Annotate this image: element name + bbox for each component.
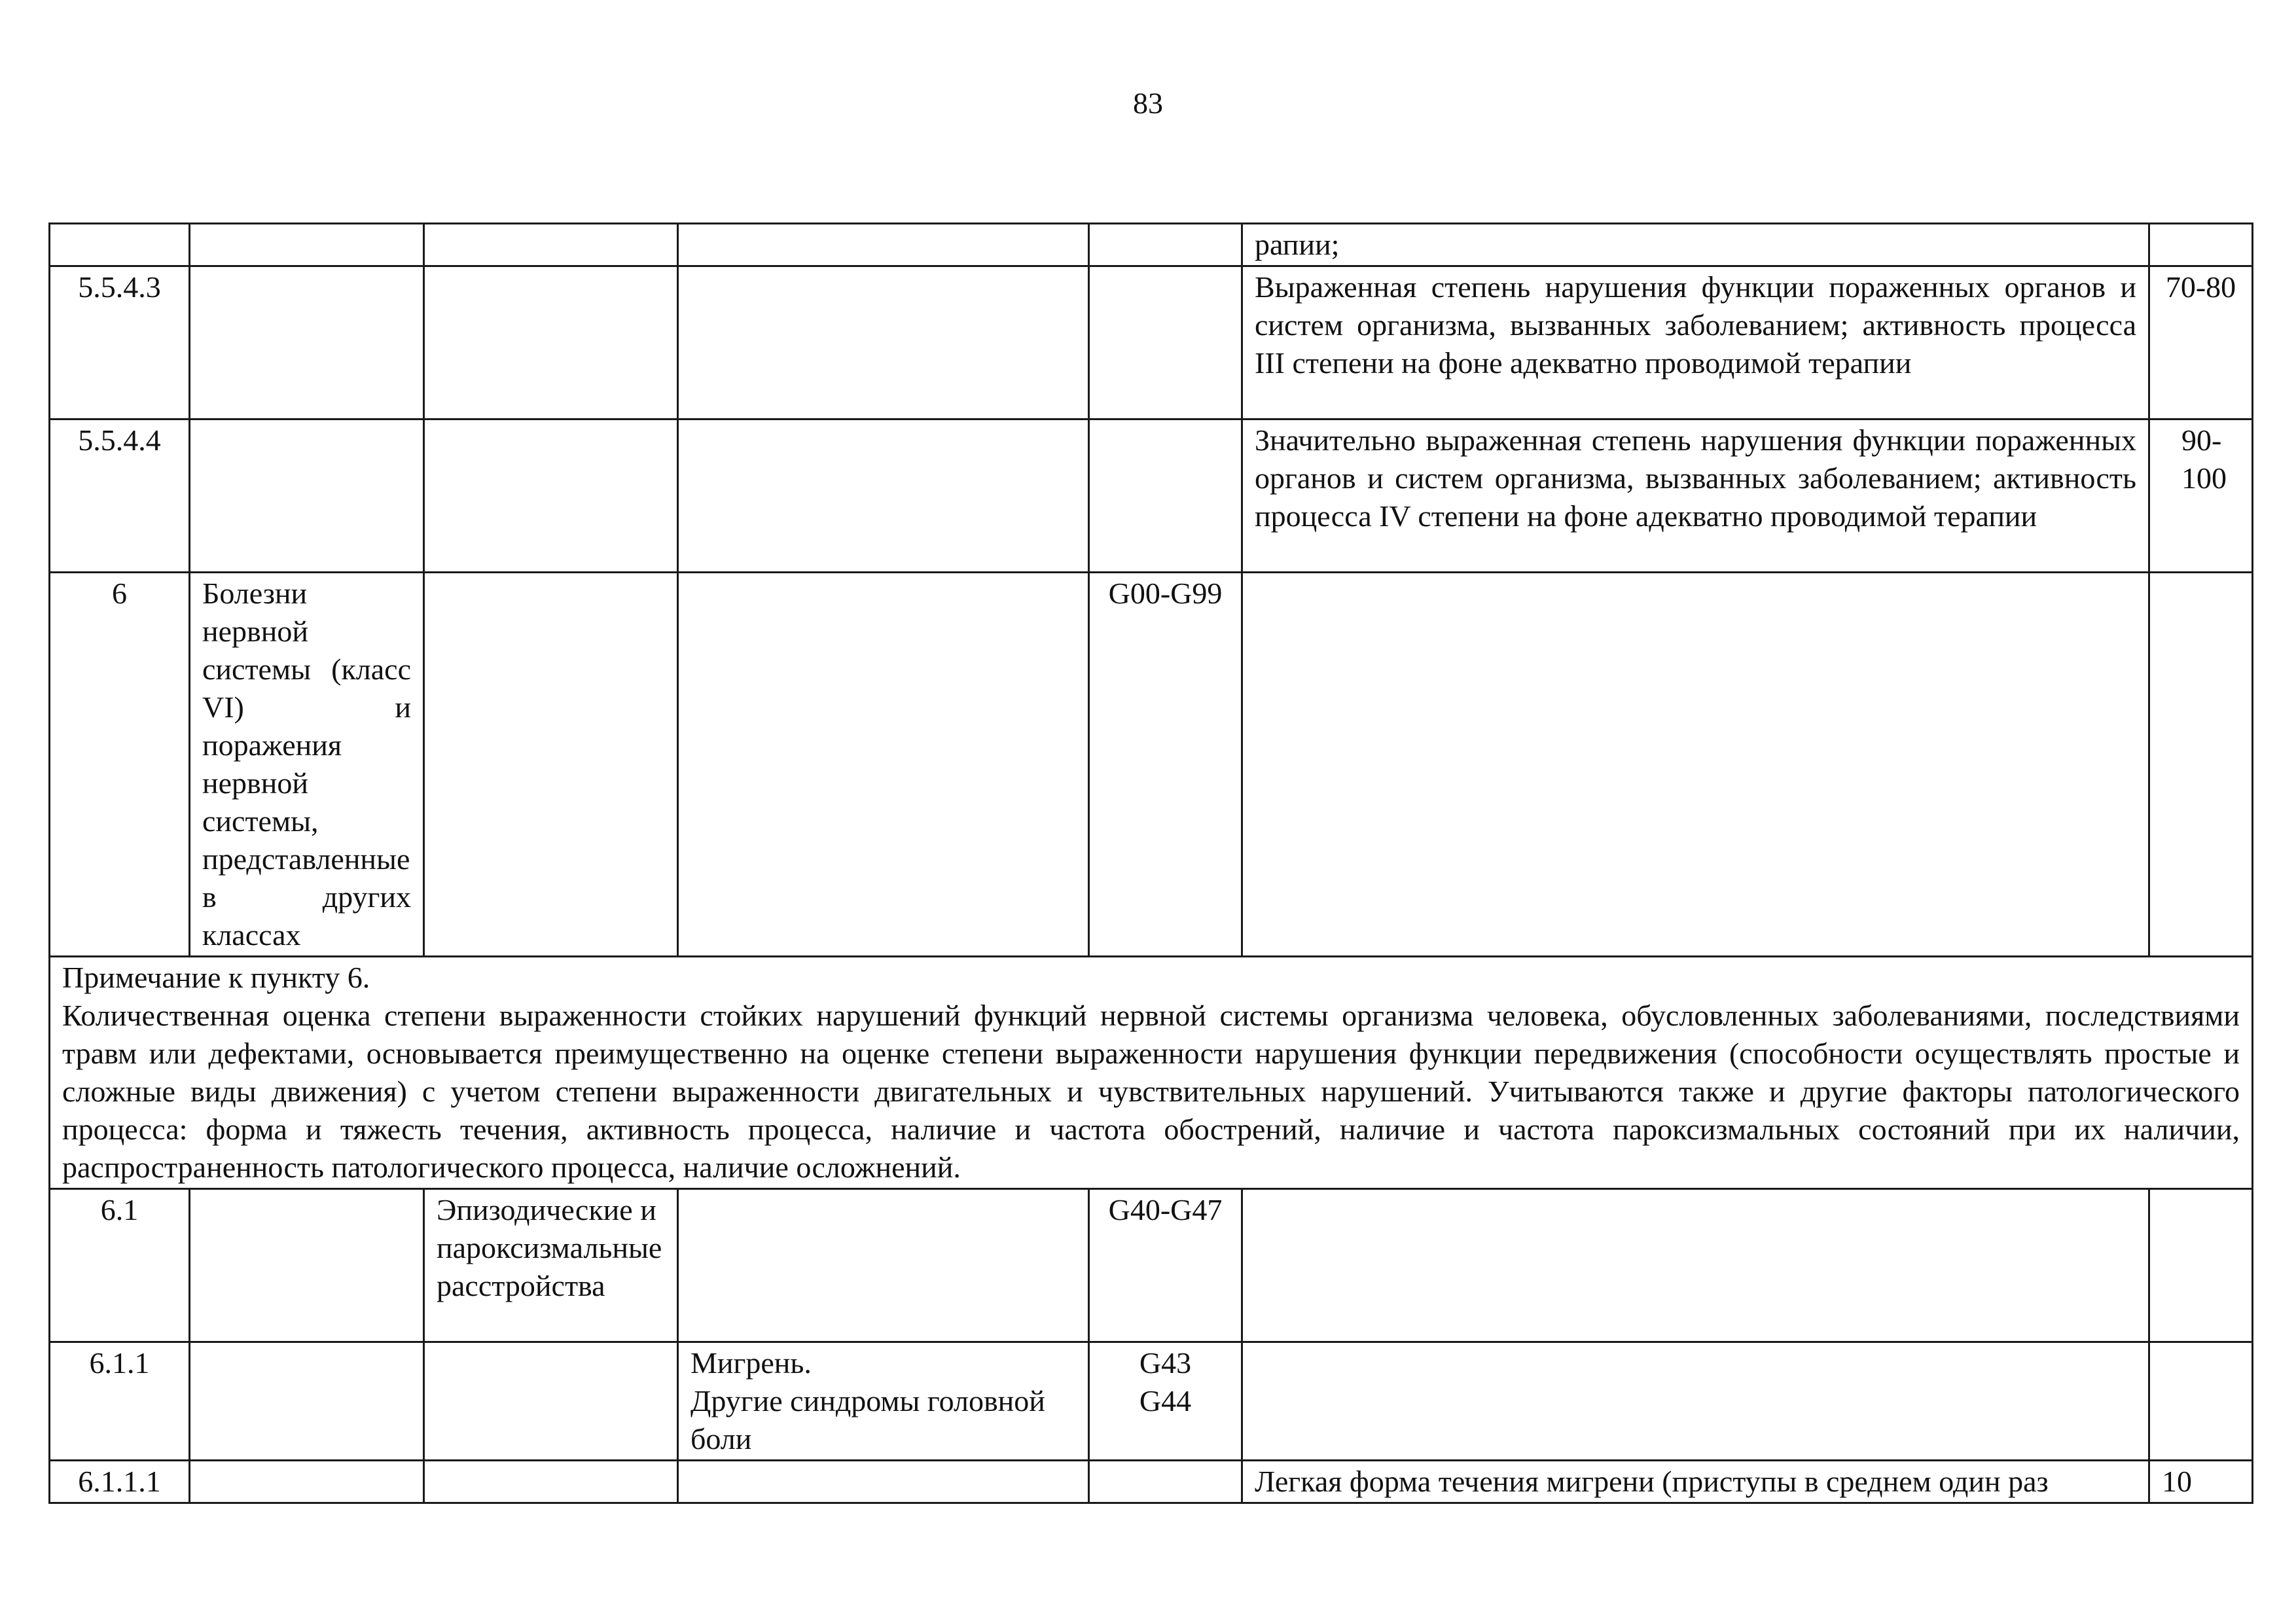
cell-class-name: [190, 1461, 424, 1503]
note-text: Количественная оценка степени выраженности стойких нарушений функций нервной системы организма человека, обусловленных заболеваниями, последствиями травм или дефектами, основывается преимущественно на оценке степени выраженности нарушения функции передвижения (способности осуществлять простые и сложные виды движения) с учетом степени выраженности двигательных и чувствительных нарушений. Учитываются также и другие факторы патологического процесса: форма и тяжесть течения, активность процесса, наличие и частота обострений, наличие и частота пароксизмальных состояний при их наличии, распространенность патологического процесса, наличие осложнений.: [62, 999, 2240, 1184]
table-row-6-1-1-1: [50, 1461, 2253, 1503]
table-row-6-1-1: [50, 1342, 2253, 1461]
cell-nosology: [678, 573, 1089, 957]
cell-description: [1242, 573, 2149, 957]
cell-nosology: [678, 266, 1089, 419]
cell-percent: 10: [2149, 1461, 2253, 1503]
cell-icd-code: G40-G47: [1089, 1189, 1242, 1342]
cell-number: 6.1.1.1: [50, 1461, 190, 1503]
cell-percent: [2149, 1189, 2253, 1342]
table-row-note: [50, 957, 2253, 1189]
cell-number: 6.1: [50, 1189, 190, 1342]
cell-description: Значительно выраженная степень нарушения функции пораженных органов и систем организма, вызванных заболеванием; активность процесса IV степени на фоне адекватно проводимой терапии: [1242, 419, 2149, 573]
cell-number: 6.1.1: [50, 1342, 190, 1461]
page-number: 83: [1133, 86, 1163, 120]
cell-icd-code: [1089, 1461, 1242, 1503]
cell-nosology: [678, 1189, 1089, 1342]
cell-icd-code: [1089, 266, 1242, 419]
cell-number: 5.5.4.3: [50, 266, 190, 419]
nosology-line: Другие синдромы головной боли: [691, 1384, 1045, 1455]
cell-block-name: [424, 266, 678, 419]
cell-description: [1242, 1342, 2149, 1461]
cell-percent: [2149, 224, 2253, 266]
cell-percent: 70-80: [2149, 266, 2253, 419]
note-cell: [50, 957, 2253, 1189]
table-row-5-5-4-4: [50, 419, 2253, 573]
note-title: Примечание к пункту 6.: [62, 961, 370, 994]
cell-number: 6: [50, 573, 190, 957]
cell-percent: 90-100: [2149, 419, 2253, 573]
cell-description: Легкая форма течения мигрени (приступы в среднем один раз: [1242, 1461, 2149, 1503]
cell-class-name: [190, 266, 424, 419]
cell-number: 5.5.4.4: [50, 419, 190, 573]
cell-block-name: [424, 1461, 678, 1503]
icd-code-line: G44: [1139, 1384, 1192, 1418]
table-row-continuation: [50, 224, 2253, 266]
table-row-6-1: [50, 1189, 2253, 1342]
cell-class-name: [190, 224, 424, 266]
cell-nosology: [678, 419, 1089, 573]
cell-block-name: [424, 1342, 678, 1461]
cell-nosology: [678, 224, 1089, 266]
cell-class-name: Болезни нервной системы (класс VI) и поражения нервной системы, представленные в других классах: [190, 573, 424, 957]
icd-code-line: G43: [1139, 1346, 1192, 1380]
cell-description: Выраженная степень нарушения функции пораженных органов и систем организма, вызванных заболеванием; активность процесса III степени на фоне адекватно проводимой терапии: [1242, 266, 2149, 419]
disability-criteria-table: [48, 223, 2253, 1504]
cell-class-name: [190, 419, 424, 573]
cell-block-name: [424, 419, 678, 573]
cell-icd-code: [1089, 224, 1242, 266]
cell-class-name: [190, 1342, 424, 1461]
table-row-6: [50, 573, 2253, 957]
cell-icd-code: [1089, 1342, 1242, 1461]
cell-description: рапии;: [1242, 224, 2149, 266]
cell-block-name: [424, 224, 678, 266]
table-row-5-5-4-3: [50, 266, 2253, 419]
cell-percent: [2149, 1342, 2253, 1461]
cell-nosology: [678, 1461, 1089, 1503]
cell-class-name: [190, 1189, 424, 1342]
cell-percent: [2149, 573, 2253, 957]
cell-icd-code: G00-G99: [1089, 573, 1242, 957]
cell-description: [1242, 1189, 2149, 1342]
cell-nosology: [678, 1342, 1089, 1461]
cell-block-name: Эпизодические и пароксизмальные расстройства: [424, 1189, 678, 1342]
cell-icd-code: [1089, 419, 1242, 573]
cell-block-name: [424, 573, 678, 957]
nosology-line: Мигрень.: [691, 1346, 812, 1380]
cell-number: [50, 224, 190, 266]
